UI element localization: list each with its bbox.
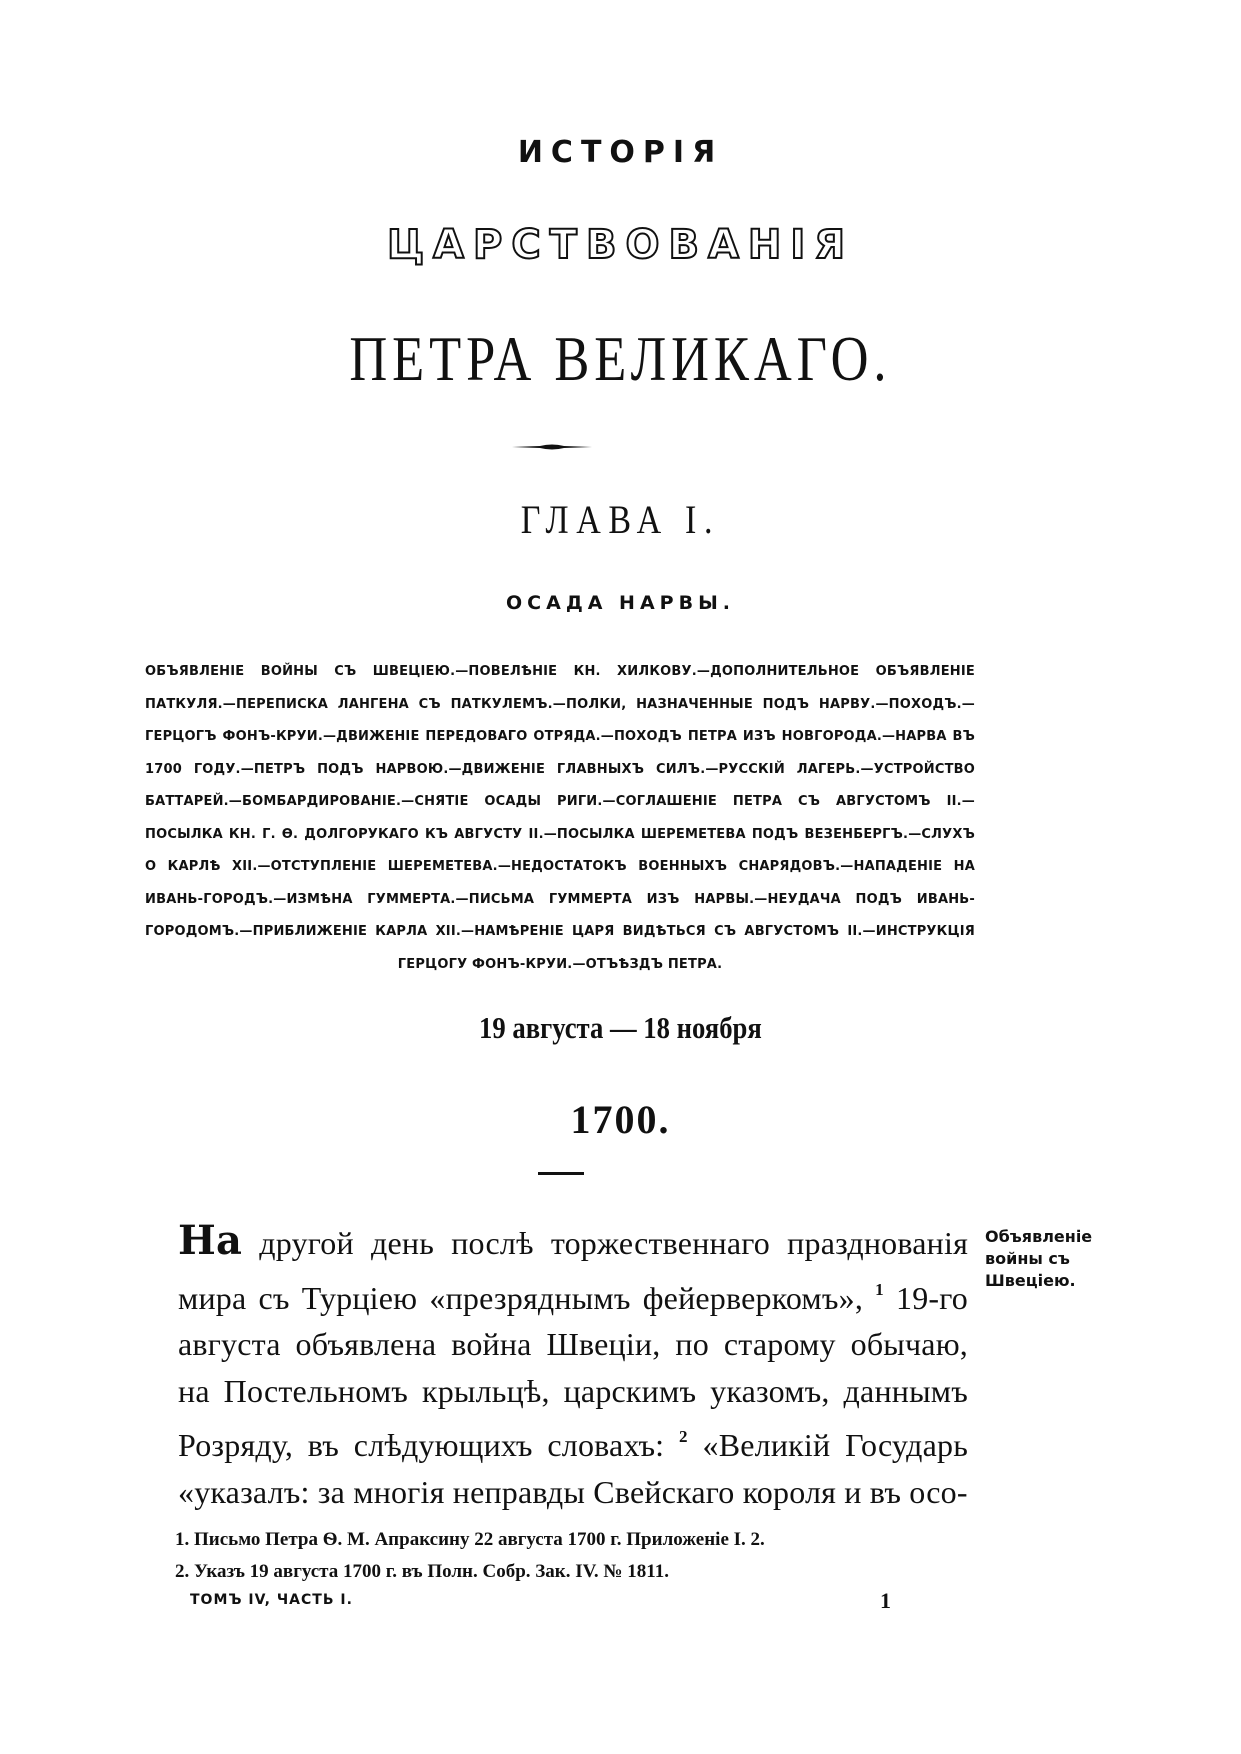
body-line: [178, 1414, 968, 1469]
book-title-reign: ЦАРСТВОВАНІЯ: [386, 222, 855, 268]
ornament-divider-icon: [512, 443, 592, 451]
chapter-summary: ОБЪЯВЛЕНІЕ ВОЙНЫ СЪ ШВЕЦІЕЮ.—ПОВЕЛѢНІЕ КН. ХИЛКОВУ.—ДОПОЛНИТЕЛЬНОЕ ОБЪЯВЛЕНІЕ ПАТКУЛЯ.—ПЕРЕПИСКА ЛАНГЕНА СЪ ПАТКУЛЕМЪ.—ПОЛКИ, НАЗНАЧЕННЫЕ ПОДЪ НАРВУ.—ПОХОДЪ.—ГЕРЦОГЪ ФОНЪ-КРУИ.—ДВИЖЕНІЕ ПЕРЕДОВАГО ОТРЯДА.—ПОХОДЪ ПЕТРА ИЗЪ НОВГОРОДА.—НАРВА ВЪ 1700 ГОДУ.—ПЕТРЪ ПОДЪ НАРВОЮ.—ДВИЖЕНІЕ ГЛАВНЫХЪ СИЛЪ.—РУССКІЙ ЛАГЕРЬ.—УСТРОЙСТВО БАТТАРЕЙ.—БОМБАРДИРОВАНІЕ.—СНЯТІЕ ОСАДЫ РИГИ.—СОГЛАШЕНІЕ ПЕТРА СЪ АВГУСТОМЪ II.—ПОСЫЛКА КН. Г. Ѳ. ДОЛГОРУКАГО КЪ АВГУСТУ II.—ПОСЫЛКА ШЕРЕМЕТЕВА ПОДЪ ВЕЗЕНБЕРГЪ.—СЛУХЪ О КАРЛѢ XII.—ОТСТУПЛЕНІЕ ШЕРЕМЕТЕВА.—НЕДОСТАТОКЪ ВОЕННЫХЪ СНАРЯДОВЪ.—НАПАДЕНІЕ НА ИВАНЬ-ГОРОДЪ.—ИЗМѢНА ГУММЕРТА.—ПИСЬМА ГУММЕРТА ИЗЪ НАРВЫ.—НЕУДАЧА ПОДЪ ИВАНЬ-ГОРОДОМЪ.—ПРИБЛИЖЕНІЕ КАРЛА XII.—НАМѢРЕНІЕ ЦАРЯ ВИДѢТЬСЯ СЪ АВГУСТОМЪ II.—ИНСТРУКЦІЯ ГЕРЦОГУ ФОНЪ-КРУИ.—ОТЪѢЗДЪ ПЕТРА.: [145, 664, 975, 972]
chapter-year: 1700.: [570, 1097, 671, 1142]
volume-signature: ТОМЪ IV, ЧАСТЬ I.: [190, 1592, 353, 1608]
book-title-history: ИСТОРІЯ: [517, 135, 724, 170]
footnote: 1. Письмо Петра Ѳ. М. Апраксину 22 августа 1700 г. Приложеніе I. 2.: [175, 1529, 765, 1550]
body-line: августа объявлена война Швеціи, по старому обычаю,: [178, 1326, 968, 1362]
body-line: [178, 1218, 968, 1267]
chapter-heading: ГЛАВА I.: [520, 497, 721, 542]
footnote: 2. Указъ 19 августа 1700 г. въ Полн. Собр. Зак. IV. № 1811.: [175, 1561, 669, 1582]
margin-note: [985, 1226, 1110, 1292]
body-line-text: мира съ Турціею «презряднымъ фейерверкомъ»,: [178, 1279, 864, 1316]
body-line: на Постельномъ крыльцѣ, царскимъ указомъ, даннымъ: [178, 1372, 968, 1409]
footnotes: [175, 1524, 975, 1588]
chapter-dates: 19 августа — 18 ноября: [479, 1010, 762, 1045]
body-line-text: Розряду, въ слѣдующихъ словахъ:: [178, 1427, 665, 1463]
body-line-text: 19-го: [883, 1279, 968, 1316]
margin-note-line: Объявленіе: [985, 1227, 1093, 1246]
book-title-peter: ПЕТРА ВЕЛИКАГО.: [349, 323, 892, 394]
body-line: [178, 1267, 968, 1322]
chapter-subtitle: ОСАДА НАРВЫ.: [506, 592, 735, 614]
margin-note-line: Швеціею.: [985, 1271, 1076, 1290]
page-number: 1: [880, 1588, 891, 1613]
body-line-text: «Великій Государь: [687, 1427, 968, 1463]
footnote-marker: 1: [875, 1279, 884, 1299]
margin-note-line: войны съ: [985, 1249, 1070, 1268]
body-line-text: другой день послѣ торжественнаго празднованія: [242, 1225, 968, 1261]
section-divider: [538, 1172, 584, 1175]
footnote-marker: 2: [679, 1427, 688, 1446]
drop-cap: На: [178, 1217, 243, 1264]
body-line: «указалъ: за многія неправды Свейскаго короля и въ осо-: [178, 1473, 968, 1510]
body-paragraph: [178, 1218, 968, 1515]
